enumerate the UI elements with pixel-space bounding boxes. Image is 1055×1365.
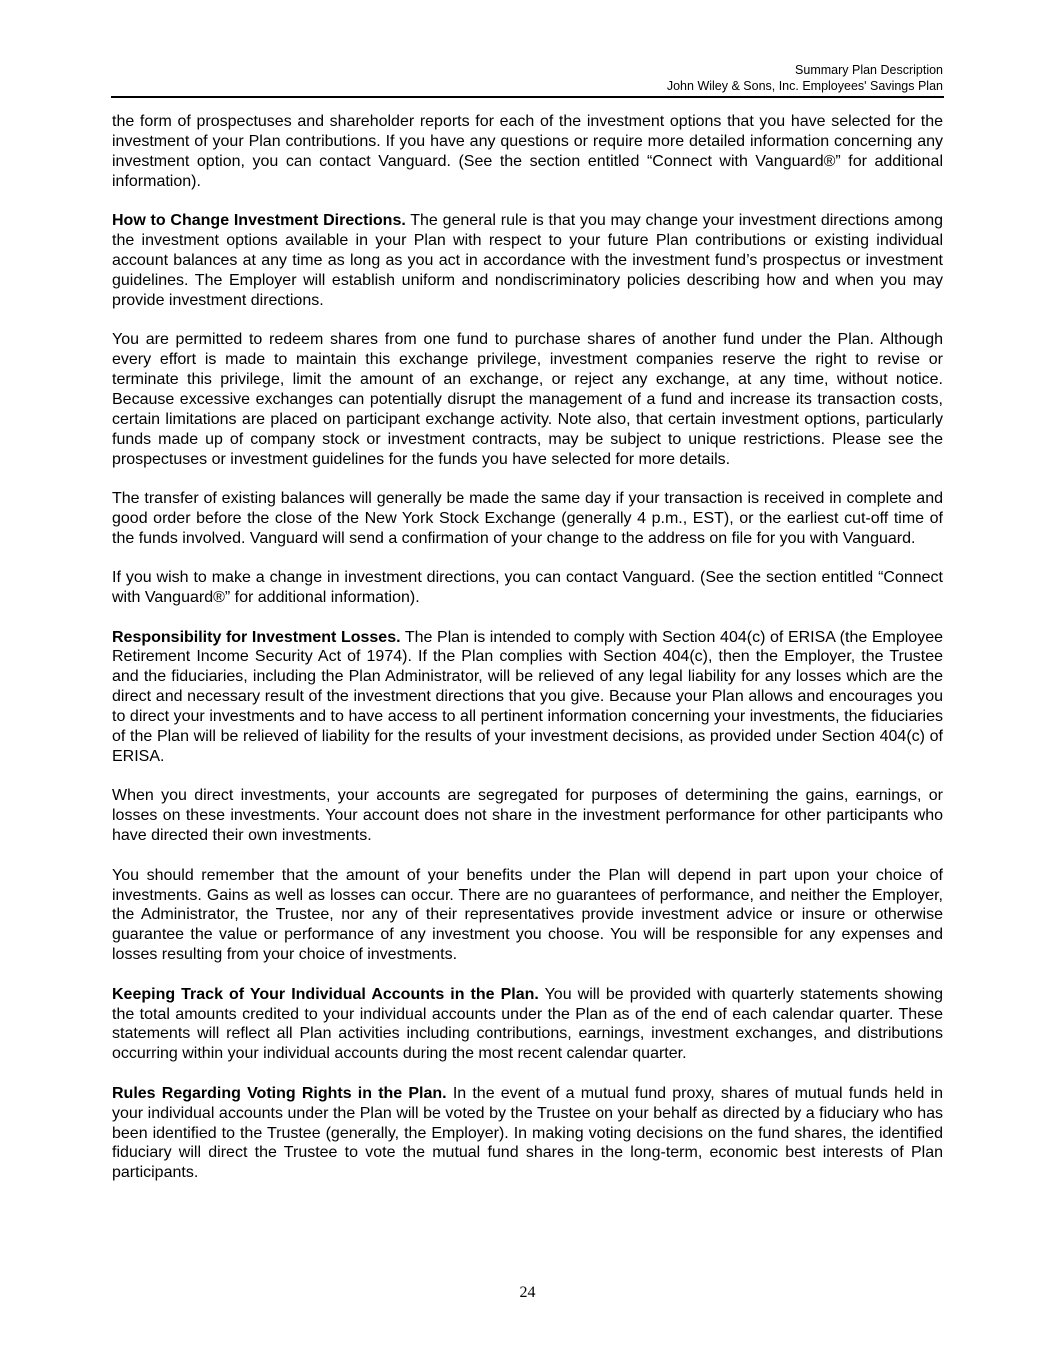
paragraph-benefits-depend (112, 866, 943, 966)
paragraph-change-investment-directions (112, 211, 943, 311)
paragraph-contact-vanguard (112, 568, 943, 608)
paragraph-voting-rights (112, 1084, 943, 1184)
paragraph-text: If you wish to make a change in investment directions, you can contact Vanguard. (See the section entitled “Connect with Vanguard®” for additional information). (112, 569, 943, 607)
header-document-title: Summary Plan Description (795, 63, 943, 77)
page-number: 24 (519, 1284, 536, 1301)
paragraph-text: The Plan is intended to comply with Section 404(c) of ERISA (the Employee Retirement Income Security Act of 1974). If the Plan complies with Section 404(c), then the Employer, the Trustee and the fiduciaries, including the Plan Administrator, will be relieved of any legal liability for any losses which are the direct and necessary result of the investment directions that you give. Because your Plan allows and encourages you to direct your investments and to have access to all pertinent information concerning your investments, the fiduciaries of the Plan will be relieved of liability for the results of your investment decisions, as provided under Section 404(c) of ERISA. (112, 628, 943, 765)
paragraph-transfer-balances (112, 489, 943, 549)
paragraph-text: When you direct investments, your accounts are segregated for purposes of determining the gains, earnings, or losses on these investments. Your account does not share in the investment performance for other participants who have directed their own investments. (112, 787, 943, 845)
paragraph-text: the form of prospectuses and shareholder reports for each of the investment options that you have selected for the investment of your Plan contributions. If you have any questions or require more detailed information concerning any investment option, you can contact Vanguard. (See the section entitled “Connect with Vanguard®” for additional information). (112, 113, 943, 190)
running-header (112, 62, 943, 94)
section-heading: Responsibility for Investment Losses. (112, 628, 401, 646)
section-heading: How to Change Investment Directions. (112, 212, 406, 230)
paragraph-text: You will be provided with quarterly statements showing the total amounts credited to your individual accounts under the Plan as of the end of each calendar quarter. These statements will reflect all Plan activities including contributions, earnings, investment exchanges, and distributions occurring within your individual accounts during the most recent calendar quarter. (112, 985, 943, 1063)
paragraph-segregated-accounts (112, 786, 943, 846)
section-heading: Keeping Track of Your Individual Accounts in the Plan. (112, 985, 539, 1003)
paragraph-keeping-track (112, 985, 943, 1065)
paragraph-text: In the event of a mutual fund proxy, shares of mutual funds held in your individual accounts under the Plan will be voted by the Trustee on your behalf as directed by a fiduciary who has been identified to the Trustee (generally, the Employer). In making voting decisions on the fund shares, the identified fiduciary will direct the Trustee to vote the mutual fund shares in the long-term, economic best interests of Plan participants. (112, 1084, 943, 1182)
section-heading: Rules Regarding Voting Rights in the Plan. (112, 1084, 447, 1102)
paragraph-text: The general rule is that you may change your investment directions among the investment options available in your Plan with respect to your future Plan contributions or existing individual account balances at any time as long as you act in accordance with the investment fund’s prospectus or investment guidelines. The Employer will establish uniform and nondiscriminatory policies describing how and when you may provide investment directions. (112, 212, 943, 309)
paragraph-exchange-privilege (112, 330, 943, 469)
paragraph-investment-losses (112, 628, 943, 767)
paragraph-text: You should remember that the amount of your benefits under the Plan will depend in part upon your choice of investments. Gains as well as losses can occur. There are no guarantees of performance, and neither the Employer, the Administrator, the Trustee, nor any of their representatives provide investment advice or insure or otherwise guarantee the value or performance of any investment you choose. You will be responsible for any expenses and losses resulting from your choice of investments. (112, 866, 943, 964)
paragraph-text: The transfer of existing balances will generally be made the same day if your transaction is received in complete and good order before the close of the New York Stock Exchange (generally 4 p.m., EST), or the earliest cut-off time of the funds involved. Vanguard will send a confirmation of your change to the address on file for you with Vanguard. (112, 490, 943, 547)
paragraph-prospectus-info (112, 112, 943, 192)
paragraph-text: You are permitted to redeem shares from one fund to purchase shares of another fund under the Plan. Although every effort is made to maintain this exchange privilege, investment companies reserve the right to revise or terminate this privilege, limit the amount of an exchange, or reject any exchange, at any time, without notice. Because excessive exchanges can potentially disrupt the management of a fund and increase its transaction costs, certain limitations are placed on participant exchange activity. Note also, that certain investment options, particularly funds made up of company stock or investment contracts, may be subject to unique restrictions. Please see the prospectuses or investment guidelines for the funds you have selected for more details. (112, 331, 943, 468)
body-text (112, 112, 943, 1203)
header-divider (111, 96, 944, 98)
header-plan-name: John Wiley & Sons, Inc. Employees' Savings Plan (666, 79, 943, 93)
